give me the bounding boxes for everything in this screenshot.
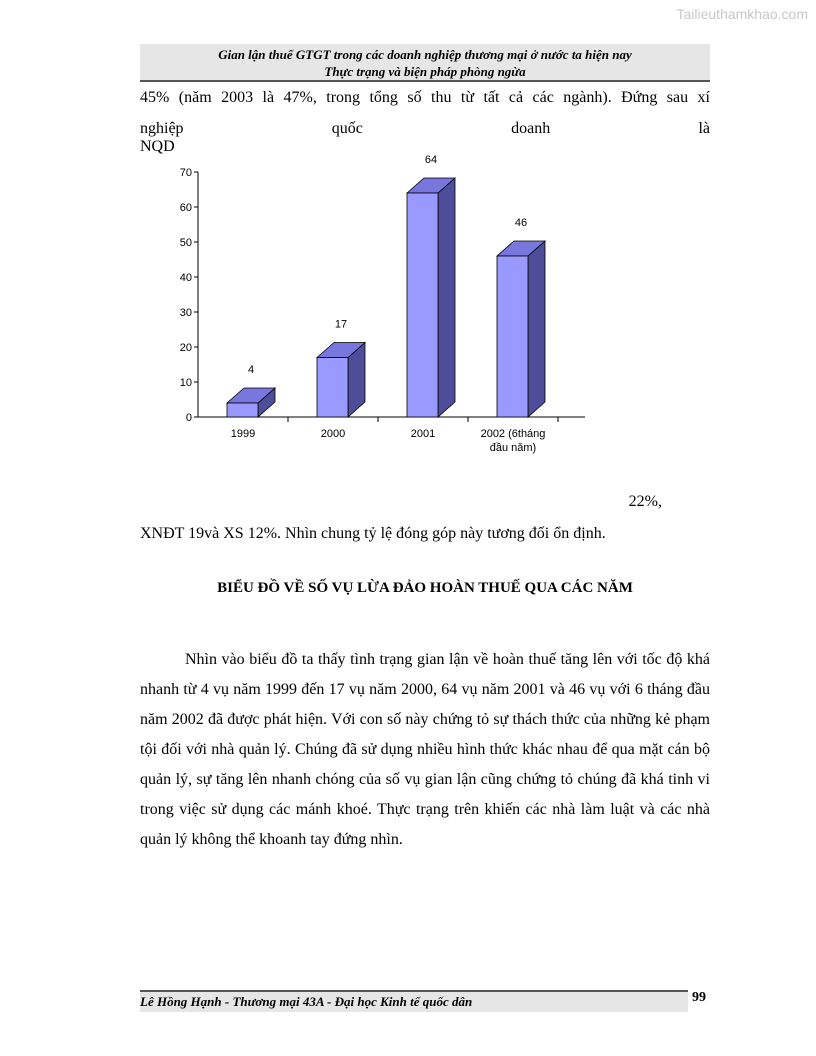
body-paragraph-text: Nhìn vào biểu đồ ta thấy tình trạng gian lận về hoàn thuế tăng lên với tốc độ khá nhanh từ 4 vụ năm 1999 đến 17 vụ năm 2000, 64 vụ năm 2001 và 46 vụ với 6 tháng đầu năm 2002 đã được phát hiện. Với con số này chứng tỏ sự thách thức của những kẻ phạm tội đối với nhà quản lý. Chúng đã sử dụng nhiều hình thức khác nhau để qua mặt cán bộ quản lý, sự tăng lên nhanh chóng của số vụ gian lận cũng chứng tỏ chúng đã khá tinh vi trong việc sử dụng các mánh khoé. Thực trạng trên khiến các nhà làm luật và các nhà quản lý không thể khoanh tay đứng nhìn. — [140, 651, 710, 848]
text-percentage: 22%, — [628, 493, 662, 510]
y-tick-label: 50 — [179, 237, 192, 249]
bar — [407, 193, 438, 417]
bar — [317, 358, 348, 418]
page-header — [140, 44, 710, 82]
bar-side — [438, 178, 455, 417]
data-label: 46 — [514, 217, 528, 229]
y-tick-label: 70 — [179, 167, 192, 179]
y-tick-label: 10 — [179, 377, 192, 389]
data-label: 17 — [334, 318, 348, 331]
page-footer: Lê Hồng Hạnh - Thương mại 43A - Đại học Kinh tế quốc dân — [140, 990, 688, 1012]
y-tick-label: 60 — [179, 202, 192, 214]
header-subtitle: Thực trạng và biện pháp phòng ngừa — [324, 64, 526, 79]
y-tick-label: 40 — [179, 272, 192, 284]
page-number: 99 — [692, 990, 706, 1005]
bar — [497, 256, 528, 417]
x-tick-label: 2000 — [320, 428, 346, 440]
x-tick-label: 2001 — [410, 428, 436, 440]
x-tick-label: 1999 — [230, 428, 256, 440]
data-label: 4 — [247, 364, 255, 376]
text-line-2: nghiệp quốc doanh là NQD — [140, 120, 710, 155]
y-tick-label: 20 — [179, 342, 192, 354]
y-tick-label: 30 — [179, 307, 192, 319]
data-label: 64 — [424, 155, 438, 166]
x-tick-label: 2002 (6tháng — [480, 428, 546, 440]
bar — [227, 403, 258, 417]
text-line-4: XNĐT 19và XS 12%. Nhìn chung tỷ lệ đóng góp này tương đối ổn định. — [140, 525, 606, 542]
x-tick-label: đầu năm) — [489, 442, 537, 454]
watermark: Tailieuthamkhao.com — [676, 6, 808, 22]
section-heading: BIỂU ĐỒ VỀ SỐ VỤ LỪA ĐẢO HOÀN THUẾ QUA CÁC NĂM — [217, 580, 633, 596]
bar-chart — [170, 155, 590, 465]
bar-side — [528, 241, 545, 417]
text-line-1: 45% (năm 2003 là 47%, trong tổng số thu từ tất cả các ngành). Đứng sau xí — [140, 89, 710, 106]
y-tick-label: 0 — [185, 412, 192, 424]
body-paragraph — [140, 645, 710, 855]
header-title: Gian lận thuế GTGT trong các doanh nghiệp thương mại ở nước ta hiện nay — [218, 47, 632, 62]
